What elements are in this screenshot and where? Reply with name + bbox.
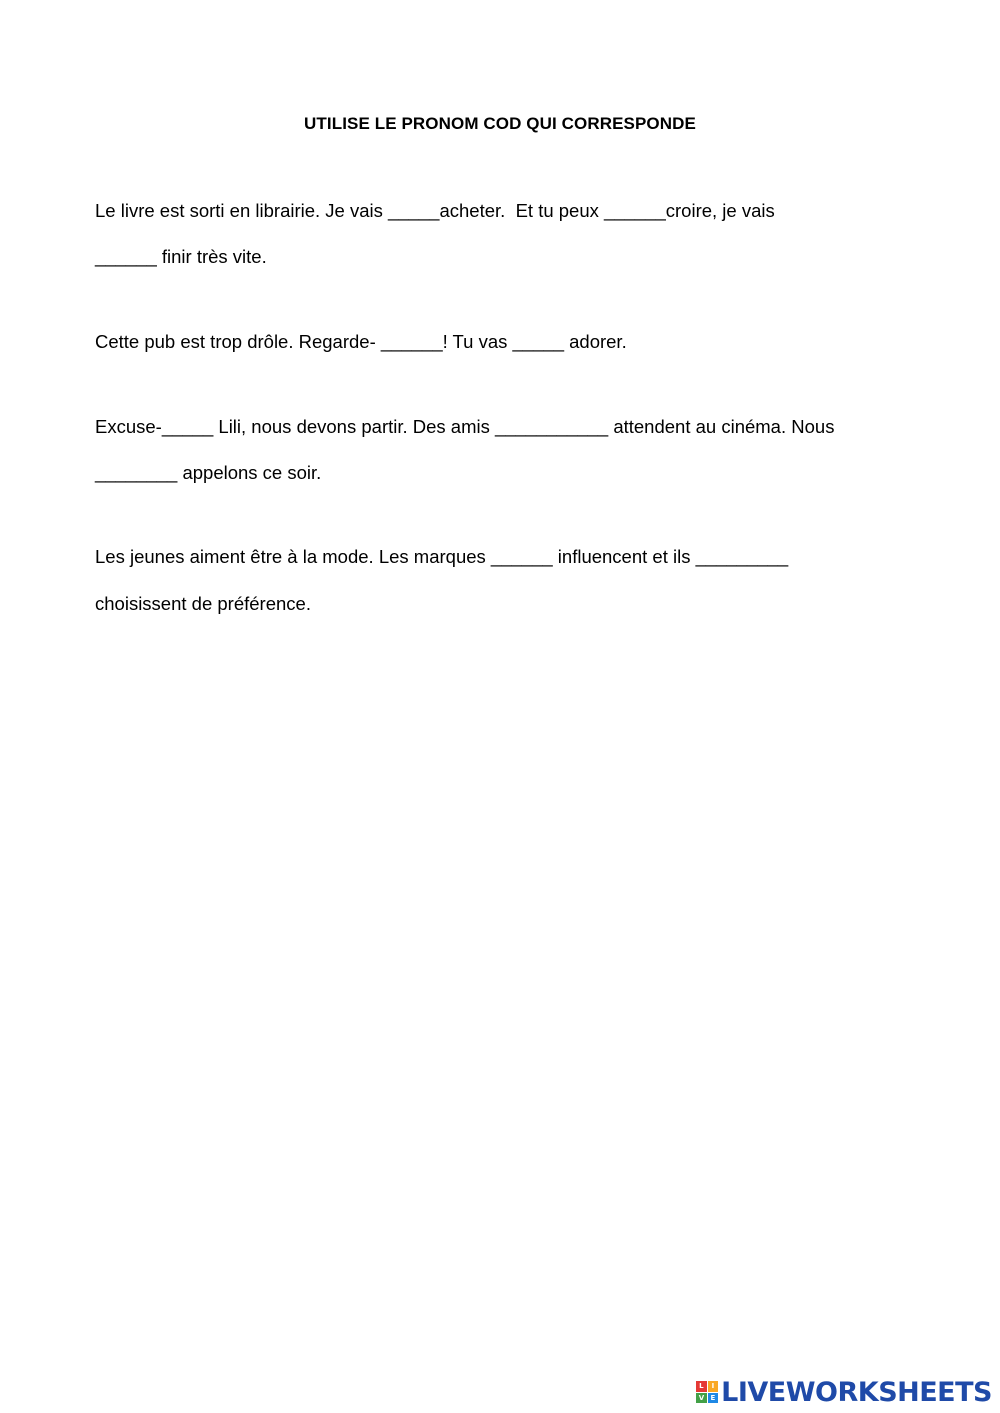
logo-mark-letter: I [708, 1381, 719, 1392]
worksheet-title: UTILISE LE PRONOM COD QUI CORRESPONDE [304, 114, 696, 133]
logo-mark-letter: L [696, 1381, 707, 1392]
exercise-line-1: Le livre est sorti en librairie. Je vais _____acheter. Et tu peux ______croire, je vais [95, 200, 775, 221]
logo-mark-icon [696, 1381, 718, 1403]
logo-text: LIVEWORKSHEETS [721, 1376, 992, 1408]
exercise-line-6: Les jeunes aiment être à la mode. Les marques ______ influencent et ils _________ [95, 546, 789, 567]
liveworksheets-logo [696, 1377, 992, 1407]
exercise-line-2: ______ finir très vite. [95, 246, 267, 267]
exercise-line-7: choisissent de préférence. [95, 593, 311, 614]
exercise-line-3: Cette pub est trop drôle. Regarde- ______! Tu vas _____ adorer. [95, 331, 627, 352]
exercise-line-4: Excuse-_____ Lili, nous devons partir. Des amis ___________ attendent au cinéma. Nous [95, 416, 835, 437]
logo-mark-letter: E [708, 1393, 719, 1404]
logo-mark-letter: V [696, 1393, 707, 1404]
exercise-line-5: ________ appelons ce soir. [95, 462, 322, 483]
